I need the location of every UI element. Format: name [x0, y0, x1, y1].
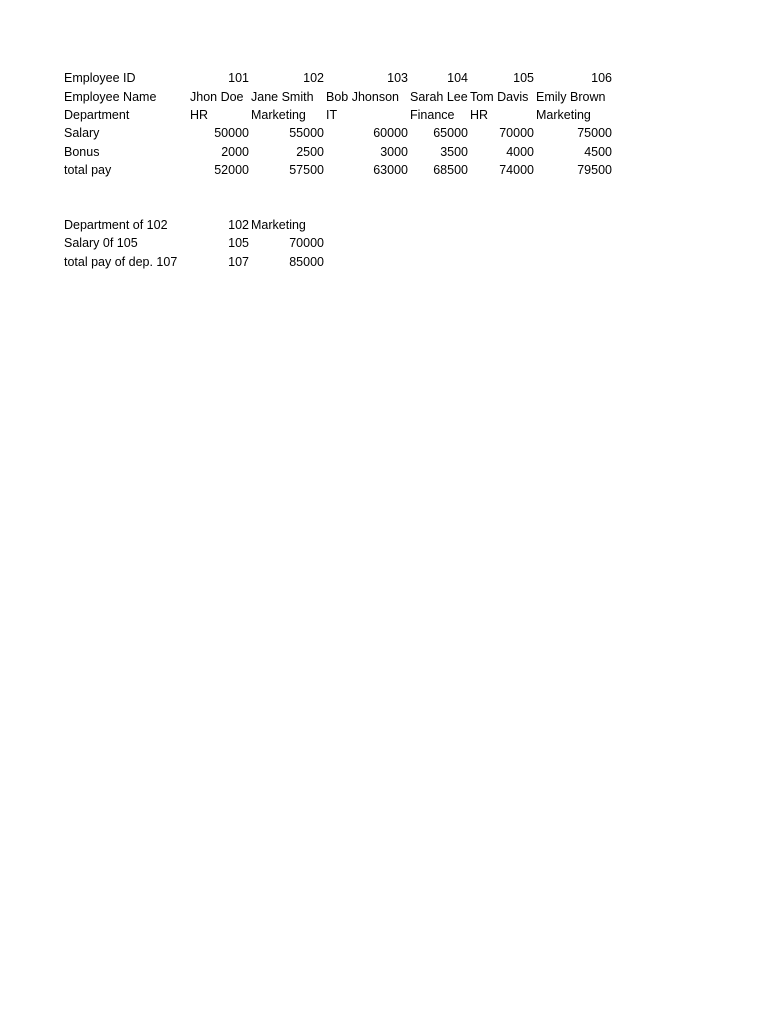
row-total-pay: [0, 161, 768, 179]
header-bonus[interactable]: Bonus: [64, 145, 100, 159]
header-employee-id[interactable]: Employee ID: [64, 71, 136, 85]
cell-id-6[interactable]: 106: [591, 71, 612, 85]
cell-total-2[interactable]: 57500: [289, 163, 324, 177]
row-employee-id: [0, 69, 768, 87]
cell-id-5[interactable]: 105: [513, 71, 534, 85]
lookup-key-total-pay[interactable]: 107: [228, 255, 249, 269]
cell-id-3[interactable]: 103: [387, 71, 408, 85]
row-bonus: [0, 143, 768, 161]
cell-total-5[interactable]: 74000: [499, 163, 534, 177]
lookup-result-department[interactable]: Marketing: [251, 218, 306, 232]
cell-name-5[interactable]: Tom Davis: [470, 90, 529, 104]
cell-bonus-5[interactable]: 4000: [506, 145, 534, 159]
cell-bonus-4[interactable]: 3500: [440, 145, 468, 159]
cell-id-1[interactable]: 101: [228, 71, 249, 85]
cell-name-1[interactable]: Jhon Doe: [190, 90, 244, 104]
cell-salary-3[interactable]: 60000: [373, 126, 408, 140]
cell-dept-2[interactable]: Marketing: [251, 108, 306, 122]
cell-salary-4[interactable]: 65000: [433, 126, 468, 140]
row-lookup-department: [0, 216, 768, 234]
cell-bonus-6[interactable]: 4500: [584, 145, 612, 159]
header-department[interactable]: Department: [64, 108, 130, 122]
lookup-result-total-pay[interactable]: 85000: [289, 255, 324, 269]
cell-salary-2[interactable]: 55000: [289, 126, 324, 140]
cell-name-6[interactable]: Emily Brown: [536, 90, 606, 104]
cell-salary-6[interactable]: 75000: [577, 126, 612, 140]
cell-total-4[interactable]: 68500: [433, 163, 468, 177]
row-employee-name: [0, 88, 768, 106]
cell-total-1[interactable]: 52000: [214, 163, 249, 177]
cell-dept-4[interactable]: Finance: [410, 108, 455, 122]
cell-id-2[interactable]: 102: [303, 71, 324, 85]
cell-dept-1[interactable]: HR: [190, 108, 209, 122]
row-lookup-total-pay: [0, 253, 768, 271]
lookup-label-total-pay[interactable]: total pay of dep. 107: [64, 255, 178, 269]
header-total-pay[interactable]: total pay: [64, 163, 112, 177]
lookup-label-department[interactable]: Department of 102: [64, 218, 168, 232]
cell-dept-6[interactable]: Marketing: [536, 108, 591, 122]
cell-bonus-3[interactable]: 3000: [380, 145, 408, 159]
lookup-result-salary[interactable]: 70000: [289, 236, 324, 250]
row-salary: [0, 124, 768, 142]
cell-name-3[interactable]: Bob Jhonson: [326, 90, 399, 104]
cell-total-3[interactable]: 63000: [373, 163, 408, 177]
cell-bonus-2[interactable]: 2500: [296, 145, 324, 159]
lookup-key-salary[interactable]: 105: [228, 236, 249, 250]
lookup-key-department[interactable]: 102: [228, 218, 249, 232]
cell-salary-5[interactable]: 70000: [499, 126, 534, 140]
cell-total-6[interactable]: 79500: [577, 163, 612, 177]
header-employee-name[interactable]: Employee Name: [64, 90, 157, 104]
cell-salary-1[interactable]: 50000: [214, 126, 249, 140]
cell-bonus-1[interactable]: 2000: [221, 145, 249, 159]
row-lookup-salary: [0, 234, 768, 252]
cell-dept-3[interactable]: IT: [326, 108, 338, 122]
cell-name-4[interactable]: Sarah Lee: [410, 90, 468, 104]
cell-dept-5[interactable]: HR: [470, 108, 489, 122]
header-salary[interactable]: Salary: [64, 126, 100, 140]
row-department: [0, 106, 768, 124]
lookup-label-salary[interactable]: Salary 0f 105: [64, 236, 138, 250]
cell-id-4[interactable]: 104: [447, 71, 468, 85]
cell-name-2[interactable]: Jane Smith: [251, 90, 314, 104]
